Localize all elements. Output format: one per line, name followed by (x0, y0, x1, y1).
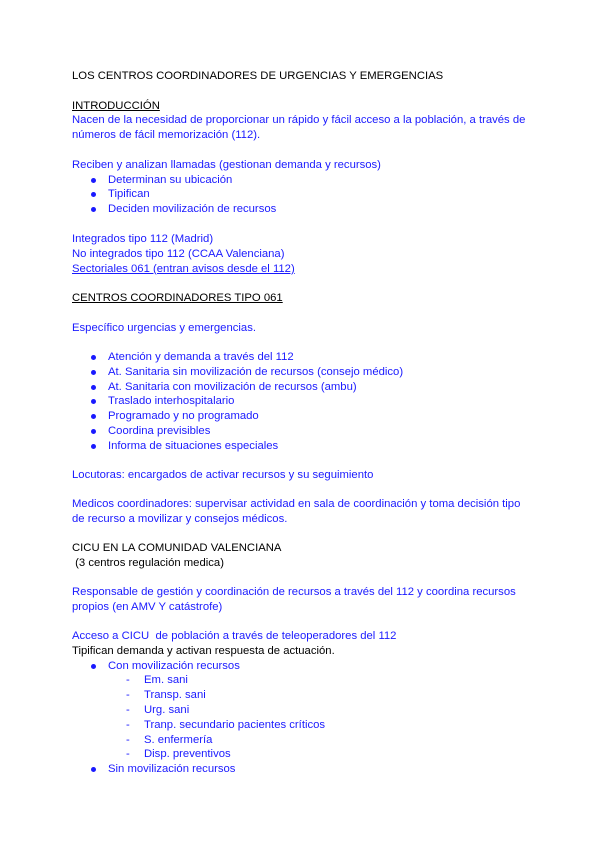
list-item: Determinan su ubicación (72, 173, 381, 188)
tipo-no-integrados: No integrados tipo 112 (CCAA Valenciana) (72, 247, 285, 260)
document-title: LOS CENTROS COORDINADORES DE URGENCIAS Y EMERGENCIAS (72, 70, 444, 82)
centros-061-heading: CENTROS COORDINADORES TIPO 061 (72, 292, 283, 304)
cicu-acceso-section (72, 629, 396, 777)
intro-heading: INTRODUCCIÓN (72, 99, 160, 112)
list-item: Sin movilización recursos (72, 762, 396, 777)
list-item: Coordina previsibles (72, 424, 403, 439)
list-item: - Tranp. secundario pacientes críticos (72, 718, 396, 733)
intro-line-2: números de fácil memorización (112). (72, 129, 261, 142)
list-item: Informa de situaciones especiales (72, 439, 403, 454)
cicu-tipifican-line: Tipifican demanda y activan respuesta de actuación. (72, 644, 335, 657)
cicu-responsable-line-1: Responsable de gestión y coordinación de recursos a través del 112 y coordina recursos (72, 586, 516, 598)
list-item: At. Sanitaria sin movilización de recursos (consejo médico) (72, 365, 403, 380)
intro-line-1: Nacen de la necesidad de proporcionar un rápido y fácil acceso a la población, a través de (72, 114, 526, 127)
list-item: - Disp. preventivos (72, 747, 396, 762)
tipos-section (72, 232, 295, 276)
tipo-sectoriales: Sectoriales 061 (entran avisos desde el 112) (72, 262, 295, 275)
intro-section (72, 99, 525, 143)
centros-061-list (72, 350, 403, 454)
list-item: - Urg. sani (72, 703, 396, 718)
cicu-recursos-dash-list (72, 673, 396, 762)
cicu-responsable (72, 585, 516, 615)
list-item: Atención y demanda a través del 112 (72, 350, 403, 365)
cicu-responsable-line-2: propios (en AMV Y catástrofe) (72, 600, 223, 613)
list-item: Con movilización recursos (72, 659, 396, 674)
list-item: Tipifican (72, 187, 381, 202)
cicu-subheading: (3 centros regulación medica) (72, 556, 224, 569)
list-item: Traslado interhospitalario (72, 394, 403, 409)
list-item: At. Sanitaria con movilización de recursos (ambu) (72, 380, 403, 395)
cicu-con-movilizacion-list (72, 659, 396, 674)
cicu-heading-block (72, 541, 281, 571)
reciben-list (72, 173, 381, 217)
locutoras-text: Locutoras: encargados de activar recursos y su seguimiento (72, 469, 374, 481)
cicu-acceso-line: Acceso a CICU de población a través de teleoperadores del 112 (72, 630, 397, 642)
list-item: Programado y no programado (72, 409, 403, 424)
reciben-text: Reciben y analizan llamadas (gestionan demanda y recursos) (72, 158, 381, 171)
medicos-line-2: de recurso a movilizar y consejos médicos. (72, 512, 288, 525)
list-item: - Em. sani (72, 673, 396, 688)
cicu-heading: CICU EN LA COMUNIDAD VALENCIANA (72, 542, 282, 554)
tipo-integrados: Integrados tipo 112 (Madrid) (72, 233, 214, 245)
medicos-line-1: Medicos coordinadores: supervisar actividad en sala de coordinación y toma decisión tipo (72, 498, 521, 510)
medicos-section (72, 497, 520, 527)
list-item: - Transp. sani (72, 688, 396, 703)
list-item: Deciden movilización de recursos (72, 202, 381, 217)
list-item: - S. enfermería (72, 733, 396, 748)
cicu-sin-movilizacion-list (72, 762, 396, 777)
reciben-section (72, 158, 381, 217)
centros-061-especifico: Específico urgencias y emergencias. (72, 322, 256, 334)
